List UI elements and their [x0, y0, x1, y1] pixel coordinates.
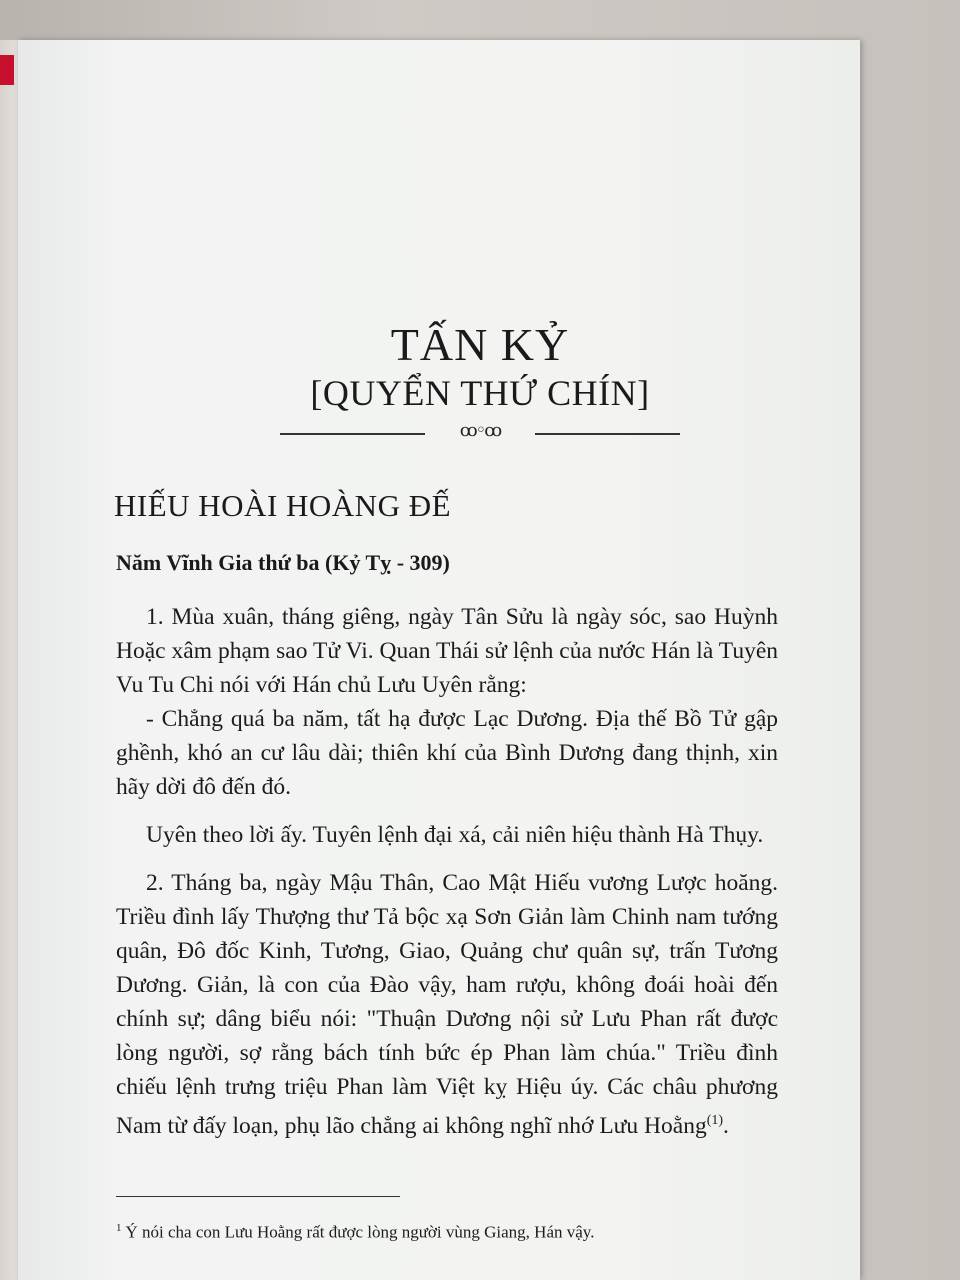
paragraph: - Chẳng quá ba năm, tất hạ được Lạc Dương. Địa thế Bồ Tử gập ghềnh, khó an cư lâu dài; thiên khí của Bình Dương đang thịnh, xin hãy dời đô đến đó. — [116, 706, 778, 800]
paragraph-text: 2. Tháng ba, ngày Mậu Thân, Cao Mật Hiếu vương Lược hoăng. Triều đình lấy Thượng thư Tả bộc xạ Sơn Giản làm Chinh nam tướng quân, Đô đốc Kinh, Tương, Giao, Quảng chư quân sự, trấn Tương Dương. Giản, là con của Đào vậy, ham rượu, không đoái hoài đến chính sự; dâng biểu nói: "Thuận Dương nội sử Lưu Phan rất được lòng người, sợ rằng bách tính bức ép Phan làm chúa." Triều đình chiếu lệnh trưng triệu Phan làm Việt kỵ Hiệu úy. Các châu phương Nam từ đấy loạn, phụ lão chẳng ai không nghĩ nhớ Lưu Hoằng — [116, 870, 778, 1139]
footnote — [116, 1222, 594, 1243]
chapter-title: TẤN KỶ — [390, 319, 570, 370]
footnote-text: Ý nói cha con Lưu Hoằng rất được lòng người vùng Giang, Hán vậy. — [125, 1222, 595, 1242]
bookmark-ribbon — [0, 55, 14, 85]
paragraph: Uyên theo lời ấy. Tuyên lệnh đại xá, cải niên hiệu thành Hà Thụy. — [146, 822, 764, 848]
ornament-divider — [280, 420, 680, 444]
body-text — [116, 600, 778, 1143]
paragraph: 2. Tháng ba, ngày Mậu Thân, Cao Mật Hiếu vương Lược hoăng. Triều đình lấy Thượng thư Tả bộc xạ Sơn Giản làm Chinh nam tướng quân, Đô đốc Kinh, Tương, Giao, Quảng chư quân sự, trấn Tương Dương. Giản, là con của Đào vậy, ham rượu, không đoái hoài đến chính sự; dâng biểu nói: "Thuận Dương nội sử Lưu Phan rất được lòng người, sợ rằng bách tính bức ép Phan làm chúa." Triều đình chiếu lệnh trưng triệu Phan làm Việt kỵ Hiệu úy. Các châu phương Nam từ đấy loạn, phụ lão chẳng ai không nghĩ nhớ Lưu Hoằng$^{(1)}$. — [116, 870, 778, 1139]
section-heading: HIẾU HOÀI HOÀNG ĐẾ — [114, 488, 452, 523]
chapter-subtitle: [QUYỂN THỨ CHÍN] — [310, 373, 650, 413]
year-heading: Năm Vĩnh Gia thứ ba (Kỷ Tỵ - 309) — [116, 550, 450, 575]
ornament-rule-left — [280, 433, 425, 435]
ornament-rule-right — [535, 433, 680, 435]
ornament-icon: ꝏ◦ꝏ — [459, 420, 501, 441]
footnote-marker[interactable]: (1) — [706, 1113, 724, 1128]
footnote-rule — [116, 1196, 400, 1197]
paragraph: 1. Mùa xuân, tháng giêng, ngày Tân Sửu là ngày sóc, sao Huỳnh Hoặc xâm phạm sao Tử Vi. Quan Thái sử lệnh của nước Hán là Tuyên Vu Tu Chi nói với Hán chủ Lưu Uyên rằng: — [116, 604, 778, 698]
footnote-number: 1 — [116, 1222, 122, 1234]
